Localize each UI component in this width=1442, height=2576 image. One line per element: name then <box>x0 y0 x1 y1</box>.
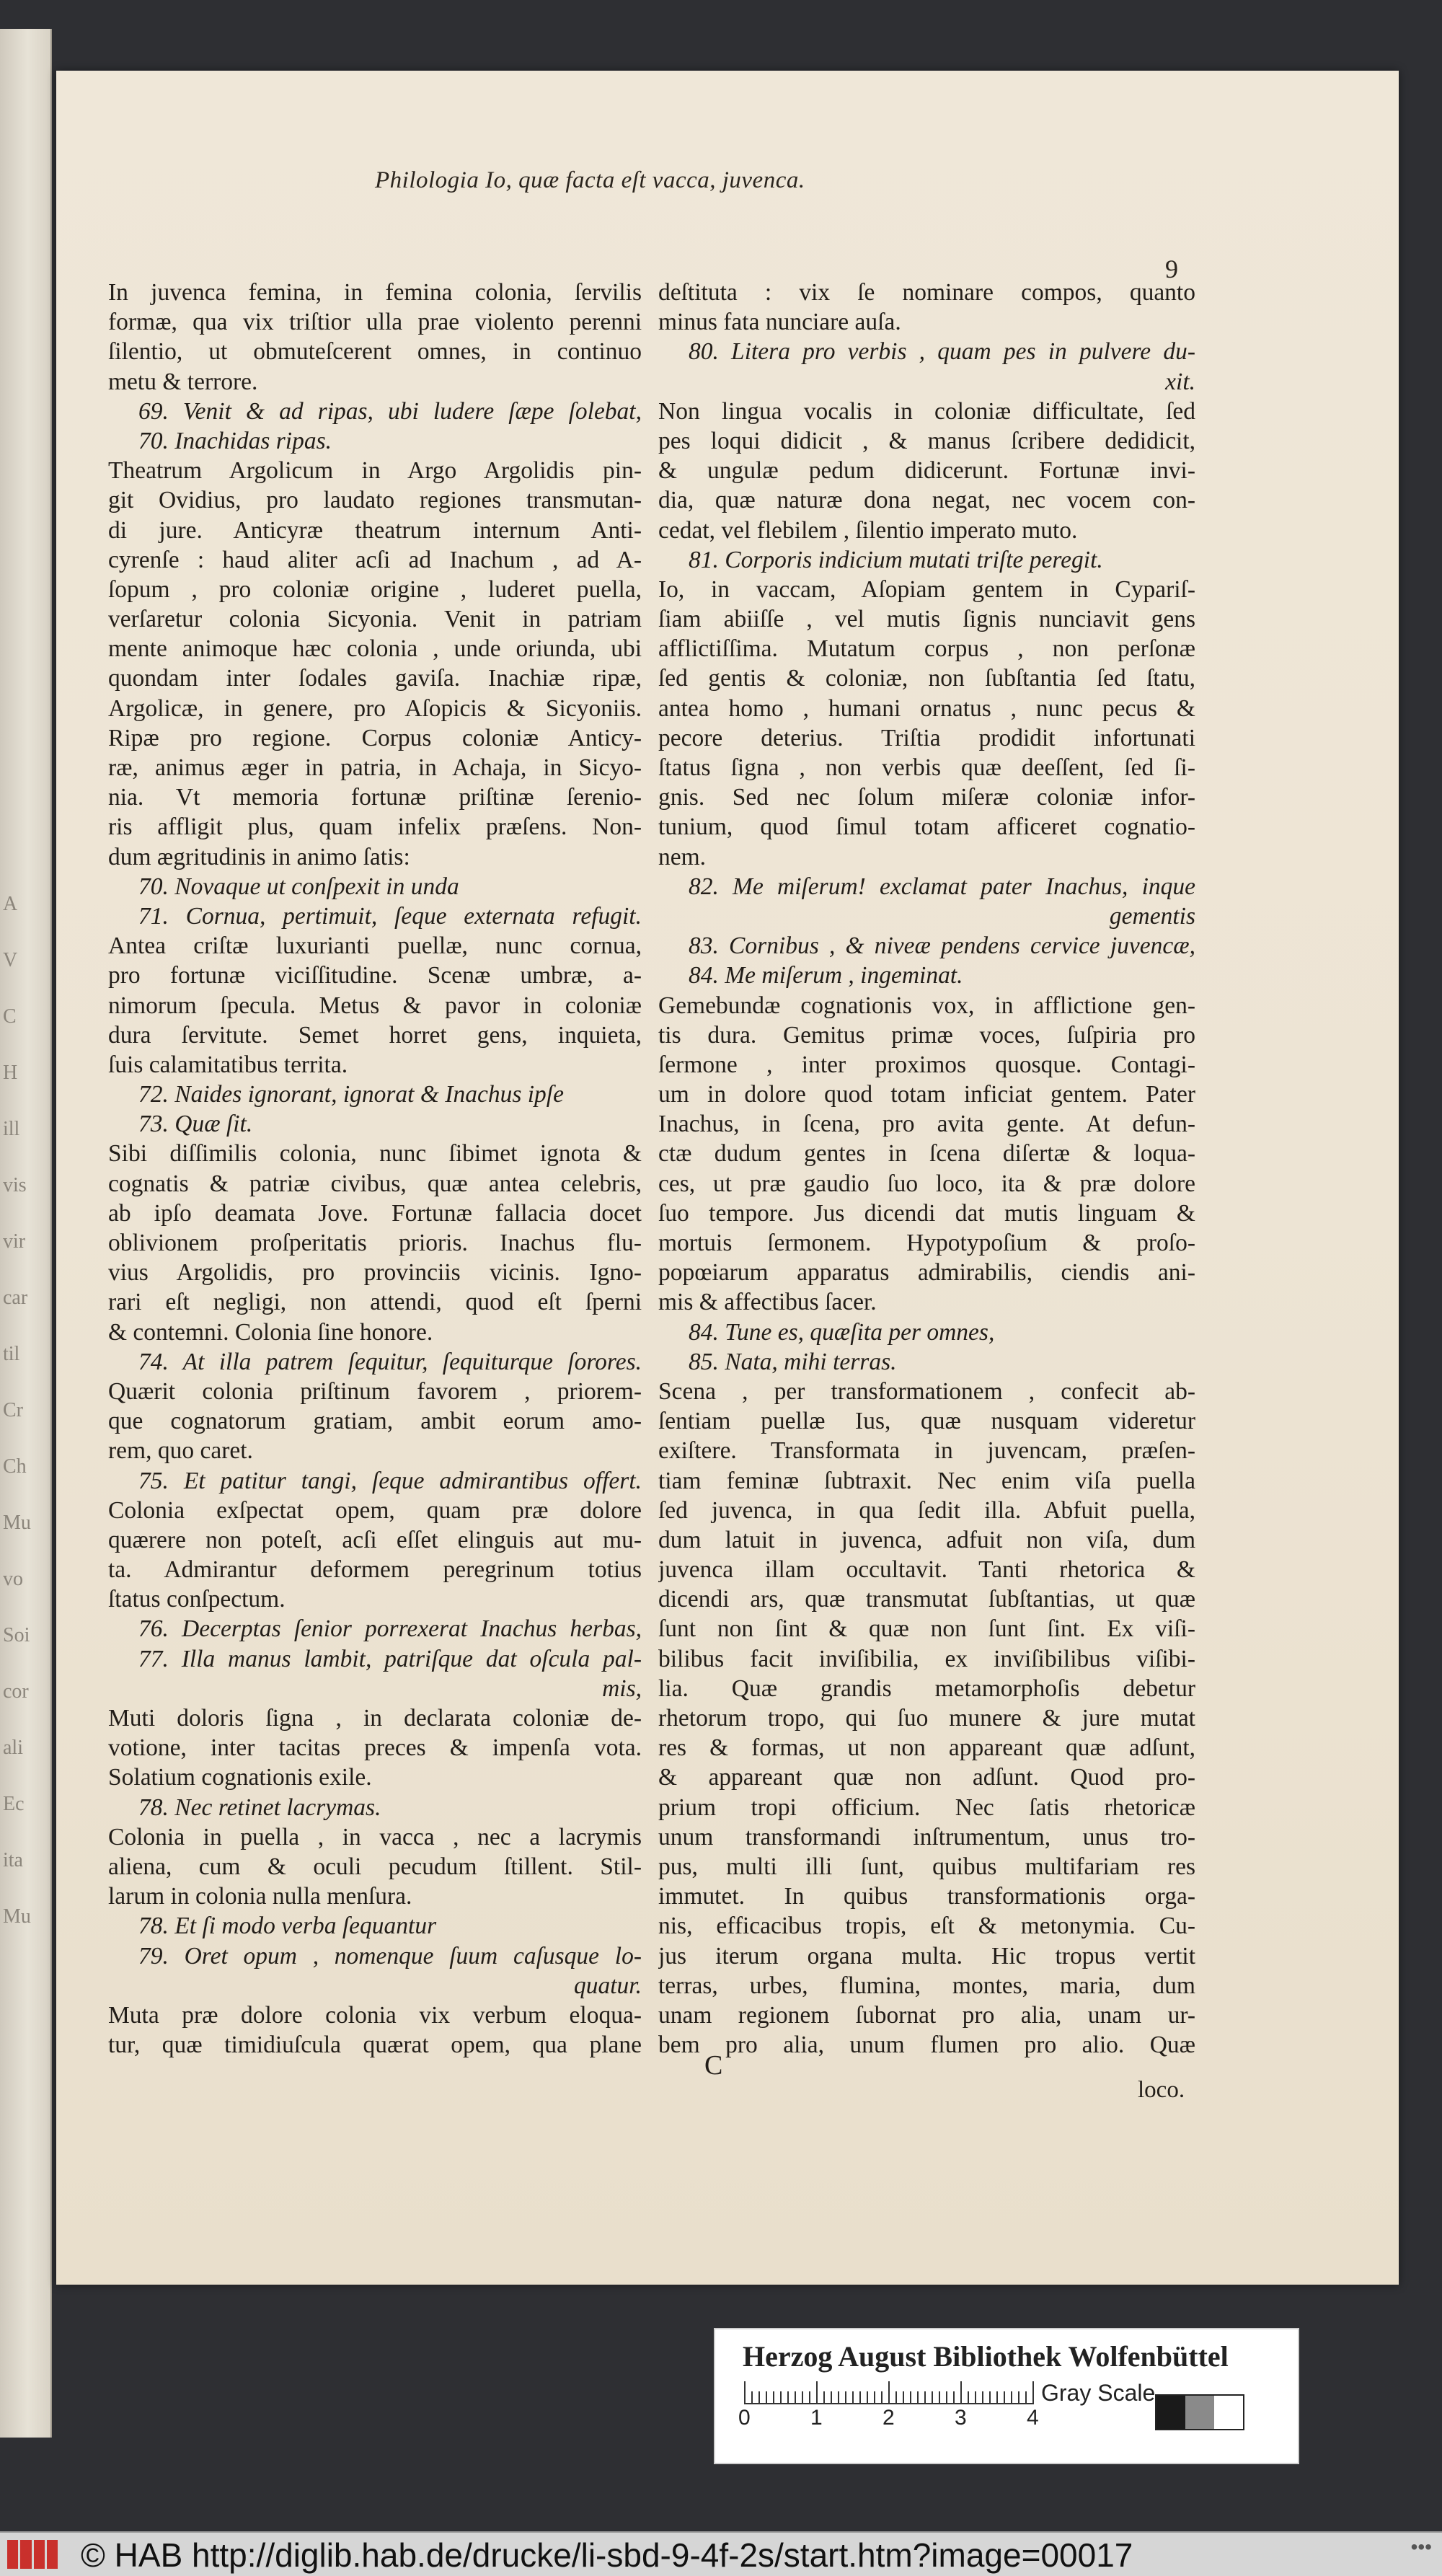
gray-swatch <box>1214 2396 1243 2429</box>
text-line: exiſtere. Transformata in juvencam, præſen- <box>658 1437 1195 1465</box>
ruler-tick <box>953 2391 955 2404</box>
ghost-letter: A <box>3 893 18 915</box>
text-line: ris affligit plus, quam infelix præſens. Non- <box>108 813 642 841</box>
ruler-tick <box>888 2381 890 2404</box>
ghost-letter: V <box>3 949 18 971</box>
text-line: afflictiſſima. Mutatum corpus , non perſonæ <box>658 635 1195 663</box>
text-line: 70. Novaque ut conſpexit in unda <box>138 873 459 900</box>
text-line: & contemni. Colonia ſine honore. <box>108 1318 433 1346</box>
text-line: dura ſervitute. Semet horret gens, inquieta, <box>108 1021 642 1049</box>
more-icon[interactable]: ••• <box>1410 2536 1432 2558</box>
text-line: deſtituta : vix ſe nominare compos, quanto <box>658 279 1195 306</box>
ruler-tick <box>1011 2391 1012 2404</box>
text-line: ſed juvenca, in qua ſedit illa. Abfuit puella, <box>658 1496 1195 1524</box>
ghost-letter: ill <box>3 1118 20 1140</box>
text-line: popœiarum apparatus admirabilis, ciendis ani- <box>658 1259 1195 1287</box>
text-line: ab ipſo deamata Jove. Fortunæ fallacia docet <box>108 1199 642 1227</box>
ruler-tick <box>895 2391 897 2404</box>
status-url[interactable]: © HAB http://diglib.hab.de/drucke/li-sbd-9-4f-2s/start.htm?image=00017 <box>81 2536 1133 2574</box>
text-line: mis, <box>602 1675 642 1702</box>
running-head: Philologia Io, quæ facta eſt vacca, juvenca. <box>375 167 805 193</box>
text-line: larum in colonia nulla menſura. <box>108 1883 412 1910</box>
text-line: cognatis & patriæ civibus, quæ antea celebris, <box>108 1170 642 1197</box>
ruler-tick <box>996 2391 998 2404</box>
text-line: tis dura. Gemitus primæ voces, ſuſpiria pro <box>658 1021 1195 1049</box>
gray-swatch <box>1156 2396 1185 2429</box>
ruler-tick <box>823 2391 825 2404</box>
right-text-column <box>658 278 1195 2060</box>
text-line: ſiam abiiſſe , vel mutis ſignis nunciavit gens <box>658 606 1195 633</box>
text-line: 69. Venit & ad ripas, ubi ludere ſæpe ſolebat, <box>138 397 642 425</box>
library-name: Herzog August Bibliothek Wolfenbüttel <box>743 2340 1229 2373</box>
text-line: gnis. Sed nec ſolum miſeræ coloniæ infor- <box>658 784 1195 811</box>
text-line: antea homo , humani ornatus , nunc pecus & <box>658 694 1195 722</box>
barcode-icon <box>7 2540 58 2569</box>
text-line: mis & affectibus ſacer. <box>658 1289 877 1316</box>
ruler-tick <box>831 2391 832 2404</box>
text-line: Gemebundæ cognationis vox, in afflictione gen- <box>658 992 1195 1019</box>
adjacent-page-edge <box>0 29 52 2438</box>
text-line: 79. Oret opum , nomenque ſuum caſusque lo- <box>138 1942 642 1970</box>
text-line: votione, inter tacitas preces & impenſa vota. <box>108 1734 642 1762</box>
text-line: quondam inter ſodales gaviſa. Inachiæ ripæ, <box>108 665 642 692</box>
text-line: 75. Et patitur tangi, ſeque admirantibus offert. <box>138 1467 642 1494</box>
text-line: dia, quæ naturæ dona negat, nec vocem con- <box>658 487 1195 514</box>
text-line: ſtatus ſigna , non verbis quæ deeſſent, ſed ſi- <box>658 754 1195 781</box>
text-line: ſed gentis & coloniæ, non ſubſtantia ſed ſtatu, <box>658 665 1195 692</box>
ghost-letter: C <box>3 1005 17 1028</box>
text-line: In juvenca femina, in femina colonia, ſervilis <box>108 279 642 306</box>
gray-scale-swatches <box>1155 2394 1244 2430</box>
text-line: ſuis calamitatibus territa. <box>108 1051 348 1078</box>
text-line: 73. Quæ ſit. <box>138 1111 253 1138</box>
text-line: bem pro alia, unum flumen pro alio. Quæ <box>658 2032 1195 2059</box>
text-line: nimorum ſpecula. Metus & pavor in coloniæ <box>108 992 642 1019</box>
text-line: Theatrum Argolicum in Argo Argolidis pin- <box>108 457 642 485</box>
text-line: mente animoque hæc colonia , unde oriunda, ubi <box>108 635 642 663</box>
text-line: dum ægritudinis in animo ſatis: <box>108 843 410 870</box>
ruler-tick <box>881 2391 883 2404</box>
text-line: rari eſt negligi, non attendi, quod eſt ſperni <box>108 1289 642 1316</box>
text-line: 74. At illa patrem ſequitur, ſequiturque ſorores. <box>138 1348 642 1375</box>
ruler-tick <box>924 2391 926 2404</box>
text-line: cedat, vel flebilem , ſilentio imperato muto. <box>658 516 1078 544</box>
page-number: 9 <box>1165 255 1178 283</box>
ruler-tick <box>838 2391 839 2404</box>
text-line: juvenca illam occultavit. Tanti rhetorica & <box>658 1556 1195 1584</box>
text-line: Colonia in puella , in vacca , nec a lacrymis <box>108 1823 642 1851</box>
ruler-tick <box>816 2381 818 2404</box>
ruler-tick <box>795 2391 796 2404</box>
text-line: unum transformandi inſtrumentum, unus tro- <box>658 1823 1195 1851</box>
ruler-tick <box>932 2391 933 2404</box>
text-line: 80. Litera pro verbis , quam pes in pulvere du- <box>689 338 1195 366</box>
text-line: gementis <box>1109 902 1195 930</box>
text-line: Muta præ dolore colonia vix verbum eloqua- <box>108 2001 642 2029</box>
text-line: que cognatorum gratiam, ambit eorum amo- <box>108 1408 642 1435</box>
ghost-letter: til <box>3 1343 20 1365</box>
text-line: Inachus, in ſcena, pro avita gente. At defun- <box>658 1111 1195 1138</box>
ruler-tick <box>910 2391 911 2404</box>
ghost-letter: car <box>3 1287 28 1309</box>
ghost-letter: vir <box>3 1230 26 1253</box>
ruler-tick <box>852 2391 854 2404</box>
text-line: tur, quæ timidiuſcula quærat opem, qua plane <box>108 2032 642 2059</box>
text-line: ctæ dudum gentes in ſcena diſertæ & loqua- <box>658 1140 1195 1168</box>
ruler-tick <box>845 2391 846 2404</box>
text-line: rhetorum tropo, qui ſuo munere & jure mutat <box>658 1705 1195 1732</box>
text-line: verſaretur colonia Sicyonia. Venit in patriam <box>108 606 642 633</box>
text-line: 77. Illa manus lambit, patriſque dat oſcula pal- <box>138 1645 642 1672</box>
text-line: ſilentio, ut obmuteſcerent omnes, in continuo <box>108 338 642 366</box>
text-line: bilibus facit inviſibilia, ex inviſibilibus viſibi- <box>658 1645 1195 1672</box>
text-line: Antea criſtæ luxurianti puellæ, nunc cornua, <box>108 932 642 960</box>
text-line: ſopum , pro coloniæ origine , luderet puella, <box>108 575 642 603</box>
ruler-tick <box>975 2391 976 2404</box>
text-line: git Ovidius, pro laudato regiones transmutan- <box>108 487 642 514</box>
ruler-tick <box>773 2391 774 2404</box>
text-line: mortuis ſermonem. Hypotypoſium & proſo- <box>658 1230 1195 1256</box>
text-line: 81. Corporis indicium mutati triſte peregit. <box>689 546 1103 573</box>
ruler-tick <box>787 2391 789 2404</box>
text-line: tiam feminæ ſubtraxit. Nec enim viſa puella <box>658 1467 1195 1494</box>
ruler-tick <box>917 2391 919 2404</box>
text-line: prium tropi officium. Nec ſatis rhetoricæ <box>658 1794 1195 1821</box>
text-line: aliena, cum & oculi pecudum ſtillent. Stil- <box>108 1853 642 1880</box>
catchword: loco. <box>1138 2077 1185 2103</box>
ghost-letter: Mu <box>3 1512 31 1534</box>
text-line: 76. Decerptas ſenior porrexerat Inachus herbas, <box>138 1615 642 1643</box>
text-line: Non lingua vocalis in coloniæ difficultate, ſed <box>658 397 1195 425</box>
text-line: 78. Et ſi modo verba ſequantur <box>138 1913 437 1940</box>
left-text-column <box>108 278 642 2060</box>
text-line: unam regionem ſubornat pro alia, unam ur- <box>658 2001 1195 2029</box>
text-line: lia. Quæ grandis metamorphoſis debetur <box>658 1675 1195 1702</box>
text-line: Io, in vaccam, Aſopiam gentem in Cypariſ- <box>658 575 1195 603</box>
ghost-letter: ita <box>3 1849 23 1871</box>
ruler-number: 2 <box>883 2406 895 2430</box>
text-line: quatur. <box>573 1972 642 1999</box>
text-line: Muti doloris ſigna , in declarata coloniæ de- <box>108 1705 642 1732</box>
ruler-tick <box>968 2391 969 2404</box>
text-line: xit. <box>1165 368 1195 395</box>
text-line: 72. Naides ignorant, ignorat & Inachus ipſe <box>138 1081 564 1108</box>
ghost-letter: Soi <box>3 1624 30 1646</box>
text-line: metu & terrore. <box>108 368 258 395</box>
text-line: um in dolore quod totam inficiat gentem. Pater <box>658 1081 1195 1108</box>
text-line: 84. Tune es, quæſita per omnes, <box>689 1318 995 1346</box>
text-line: ſuo tempore. Jus dicendi dat mutis linguam & <box>658 1199 1195 1227</box>
text-line: Quærit colonia priſtinum favorem , priorem- <box>108 1377 642 1405</box>
text-line: nem. <box>658 843 707 870</box>
text-line: quærere non poteſt, acſi eſſet elinguis aut mu- <box>108 1526 642 1553</box>
ruler-tick <box>867 2391 868 2404</box>
ruler-number: 4 <box>1027 2406 1039 2430</box>
text-line: dicendi ars, quæ transmutat ſubſtantias, ut quæ <box>658 1586 1195 1613</box>
text-line: 71. Cornua, pertimuit, ſeque externata refugit. <box>138 902 642 930</box>
text-line: res & formas, ut non appareant quæ adſunt, <box>658 1734 1195 1762</box>
text-line: pro fortunæ viciſſitudine. Scenæ umbræ, a- <box>108 962 642 989</box>
text-line: formæ, qua vix triſtior ulla prae violento perenni <box>108 309 642 336</box>
ruler-tick <box>903 2391 904 2404</box>
ruler-tick <box>744 2381 746 2404</box>
text-line: pecore deterius. Triſtia prodidit infortunati <box>658 724 1195 751</box>
text-line: 83. Cornibus , & niveæ pendens cervice juvencæ, <box>689 932 1195 960</box>
ruler-number: 3 <box>955 2406 967 2430</box>
ruler-tick <box>946 2391 947 2404</box>
text-line: jus iterum organa multa. Hic tropus vertit <box>658 1942 1195 1970</box>
ghost-letter: Ec <box>3 1793 25 1815</box>
text-line: Sibi diſſimilis colonia, nunc ſibimet ignota & <box>108 1140 642 1168</box>
text-line: pus, multi illi ſunt, quibus multifariam res <box>658 1853 1195 1880</box>
text-line: di jure. Anticyræ theatrum internum Anti- <box>108 516 642 544</box>
ghost-letter: Cr <box>3 1399 23 1421</box>
text-line: Solatium cognationis exile. <box>108 1764 372 1791</box>
ruler-tick <box>1025 2391 1027 2404</box>
ghost-letter: ali <box>3 1737 23 1759</box>
text-line: ſentiam puellæ Ius, quæ nusquam videretur <box>658 1408 1195 1435</box>
ruler-number: 0 <box>738 2406 751 2430</box>
text-line: Scena , per transformationem , confecit ab- <box>658 1377 1195 1405</box>
ruler-tick <box>809 2391 810 2404</box>
text-line: ſunt non ſint & quæ non ſunt ſint. Ex viſi- <box>658 1615 1195 1643</box>
text-line: 84. Me miſerum , ingeminat. <box>689 962 963 989</box>
ghost-letter: cor <box>3 1680 29 1703</box>
text-line: terras, urbes, flumina, montes, maria, dum <box>658 1972 1195 1999</box>
text-line: nia. Vt memoria fortunæ priſtinæ ſerenio- <box>108 784 642 811</box>
ghost-letter: Ch <box>3 1455 27 1478</box>
text-line: 78. Nec retinet lacrymas. <box>138 1794 381 1821</box>
text-line: cyrenſe : haud aliter acſi ad Inachum , ad A- <box>108 546 642 573</box>
text-line: Ripæ pro regione. Corpus coloniæ Anticy- <box>108 724 642 751</box>
ruler-tick <box>780 2391 782 2404</box>
ruler-tick <box>758 2391 760 2404</box>
text-line: dum latuit in juvenca, adfuit non viſa, dum <box>658 1526 1195 1553</box>
gray-scale-label: Gray Scale <box>1041 2380 1156 2406</box>
ruler-tick <box>939 2391 940 2404</box>
text-line: oblivionem proſperitatis prioris. Inachus flu- <box>108 1230 642 1256</box>
text-line: ces, ut præ gaudio ſuo loco, ita & præ dolore <box>658 1170 1195 1197</box>
ruler-number: 1 <box>810 2406 823 2430</box>
ruler-tick <box>982 2391 983 2404</box>
text-line: Argolicæ, in genere, pro Aſopicis & Sicyoniis. <box>108 694 642 722</box>
ghost-letter: H <box>3 1062 18 1084</box>
ruler-tick <box>1018 2391 1019 2404</box>
text-line: ſermone , inter proximos quosque. Contagi- <box>658 1051 1195 1078</box>
ruler-tick <box>751 2391 753 2404</box>
text-line: minus fata nunciare auſa. <box>658 309 901 336</box>
ruler-tick <box>989 2391 991 2404</box>
ghost-letter: Mu <box>3 1905 31 1928</box>
text-line: rem, quo caret. <box>108 1437 253 1465</box>
text-line: vius Argolidis, pro provinciis vicinis. Igno- <box>108 1259 642 1287</box>
text-line: pes loqui didicit , & manus ſcribere dedidicit, <box>658 427 1195 454</box>
text-line: immutet. In quibus transformationis orga- <box>658 1883 1195 1910</box>
library-color-chart <box>714 2328 1299 2464</box>
gray-swatch <box>1185 2396 1214 2429</box>
text-line: 85. Nata, mihi terras. <box>689 1348 897 1375</box>
ruler-tick <box>1004 2391 1005 2404</box>
text-line: & appareant quæ non adſunt. Quod pro- <box>658 1764 1195 1791</box>
text-line: 70. Inachidas ripas. <box>138 427 332 454</box>
text-line: ta. Admirantur deformem peregrinum totius <box>108 1556 642 1584</box>
text-line: ſtatus conſpectum. <box>108 1586 286 1613</box>
text-line: & ungulæ pedum didicerunt. Fortunæ invi- <box>658 457 1195 485</box>
ruler-tick <box>874 2391 875 2404</box>
text-line: tunium, quod ſimul totam afficeret cognatio- <box>658 813 1195 841</box>
ruler-tick <box>1032 2381 1034 2404</box>
ruler-tick <box>859 2391 861 2404</box>
ghost-letter: vo <box>3 1568 23 1590</box>
text-line: ræ, animus æger in patria, in Achaja, in Sicyo- <box>108 754 642 781</box>
status-bar <box>0 2531 1442 2576</box>
ghost-letter: vis <box>3 1174 27 1196</box>
text-line: 82. Me miſerum! exclamat pater Inachus, inque <box>689 873 1195 900</box>
text-line: nis, efficacibus tropis, eſt & metonymia. Cu- <box>658 1913 1195 1940</box>
ruler-tick <box>802 2391 803 2404</box>
text-line: Colonia exſpectat opem, quam præ dolore <box>108 1496 642 1524</box>
scale-ruler <box>738 2381 1039 2430</box>
signature-mark: C <box>704 2050 723 2081</box>
ruler-tick <box>766 2391 767 2404</box>
ruler-tick <box>960 2381 962 2404</box>
